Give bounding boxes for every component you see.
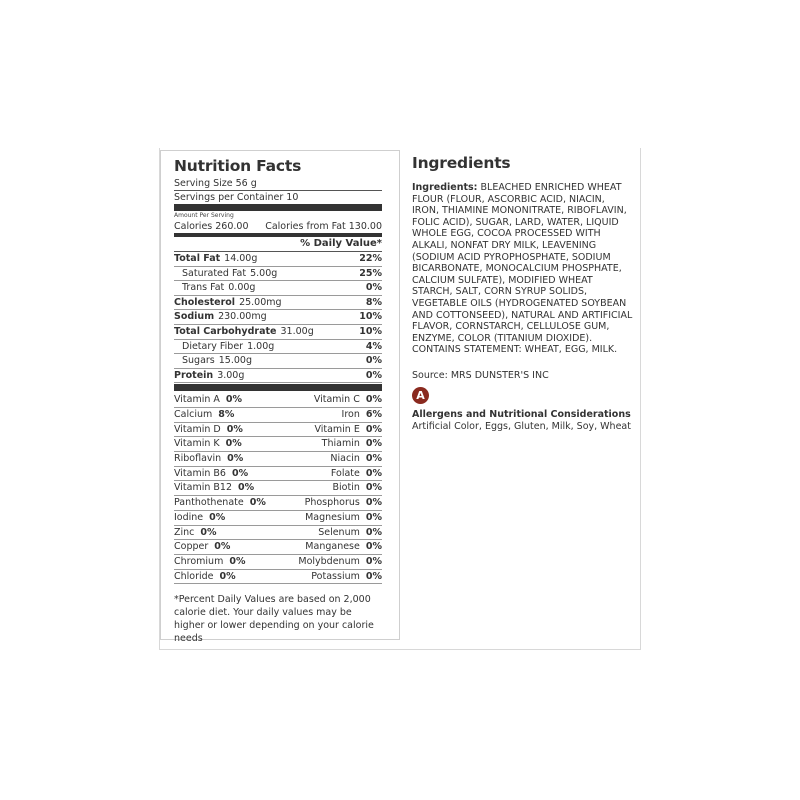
nutrient-daily-value: 0% bbox=[365, 282, 382, 294]
nutrient-row bbox=[174, 340, 382, 355]
ingredients-list: BLEACHED ENRICHED WHEAT FLOUR (FLOUR, ASCORBIC ACID, NIACIN, IRON, THIAMINE MONONITRATE, RIBOFLAVIN, FOLIC ACID), SUGAR, LARD, WATER, LIQUID WHOLE EGG, COCOA PROCESSED WITH ALKALI, NONFAT DRY MILK, LEAVENING (SODIUM ACID PYROPHOSPHATE, SODIUM BICARBONATE, MONOCALCIUM PHOSPHATE, CALCIUM SULFATE), MODIFIED WHEAT STARCH, SALT, CORN SYRUP SOLIDS, VEGETABLE OILS (HYDROGENATED SOYBEAN AND COTTONSEED), NATURAL AND ARTIFICIAL FLAVOR, CORNSTARCH, CELLULOSE GUM, ENZYME, COLOR (TITANIUM DIOXIDE). CONTAINS STATEMENT: WHEAT, EGG, MILK. bbox=[412, 182, 633, 356]
vitamin-row bbox=[174, 393, 382, 408]
ingredients-section bbox=[412, 152, 634, 433]
vitamin-right bbox=[305, 511, 382, 525]
vitamin-name: Magnesium bbox=[305, 511, 360, 523]
vitamin-percent: 0% bbox=[365, 497, 382, 509]
vitamin-percent: 0% bbox=[365, 570, 382, 582]
vitamin-percent: 0% bbox=[229, 555, 246, 567]
nutrient-daily-value: 4% bbox=[365, 340, 382, 352]
nutrient-amount: 15.00g bbox=[218, 355, 252, 367]
vitamin-name: Folate bbox=[330, 467, 360, 479]
vitamin-row bbox=[174, 467, 382, 482]
vitamin-name: Vitamin C bbox=[313, 394, 360, 406]
ingredients-text bbox=[412, 182, 634, 356]
vitamin-name: Vitamin B12 bbox=[174, 482, 233, 494]
ingredients-label: Ingredients: bbox=[412, 182, 478, 193]
vitamin-list bbox=[174, 393, 382, 584]
nutrient-daily-value: 10% bbox=[359, 311, 382, 323]
vitamin-name: Niacin bbox=[330, 453, 360, 465]
vitamin-percent: 6% bbox=[365, 409, 382, 421]
nutrient-amount: 25.00mg bbox=[239, 296, 282, 308]
vitamin-name: Biotin bbox=[332, 482, 360, 494]
nutrient-label: Cholesterol bbox=[174, 296, 236, 308]
vitamin-row bbox=[174, 481, 382, 496]
vitamin-right bbox=[330, 452, 382, 466]
calories-from-fat: Calories from Fat 130.00 bbox=[265, 221, 382, 232]
nutrient-daily-value: 0% bbox=[365, 355, 382, 367]
vitamin-left bbox=[174, 555, 245, 569]
vitamin-left bbox=[174, 423, 243, 437]
ingredients-title: Ingredients bbox=[412, 154, 511, 172]
vitamin-right bbox=[298, 555, 382, 569]
vitamin-row bbox=[174, 555, 382, 570]
vitamin-name: Vitamin B6 bbox=[174, 467, 226, 479]
nutrient-row bbox=[174, 369, 382, 384]
vitamin-percent: 0% bbox=[209, 511, 226, 523]
daily-value-footnote: *Percent Daily Values are based on 2,000 calorie diet. Your daily values may be higher or lower depending on your calorie needs bbox=[174, 594, 374, 644]
vitamin-percent: 0% bbox=[227, 453, 244, 465]
vitamin-percent: 0% bbox=[200, 526, 217, 538]
nutrient-daily-value: 10% bbox=[359, 325, 382, 337]
vitamin-percent: 0% bbox=[225, 394, 243, 406]
vitamin-row bbox=[174, 408, 382, 423]
vitamin-row bbox=[174, 540, 382, 555]
serving-size: Serving Size 56 g bbox=[174, 177, 382, 191]
nutrition-facts-label bbox=[160, 150, 400, 644]
servings-per-container: Servings per Container 10 bbox=[174, 192, 299, 203]
vitamin-percent: 0% bbox=[365, 453, 382, 465]
vitamin-percent: 0% bbox=[249, 497, 266, 509]
nutrient-row bbox=[174, 296, 382, 311]
nutrient-amount: 230.00mg bbox=[218, 311, 267, 323]
vitamin-right bbox=[311, 570, 382, 584]
vitamin-name: Zinc bbox=[174, 526, 195, 538]
vitamin-percent: 0% bbox=[231, 467, 249, 479]
vitamin-name: Selenum bbox=[318, 526, 360, 538]
vitamin-right bbox=[342, 408, 382, 422]
nutrient-row bbox=[174, 325, 382, 340]
vitamin-left bbox=[174, 496, 266, 510]
nutrient-list bbox=[174, 252, 382, 383]
vitamin-percent: 0% bbox=[365, 394, 382, 406]
vitamin-name: Riboflavin bbox=[174, 453, 222, 465]
nutrient-daily-value: 22% bbox=[359, 253, 382, 264]
nutrition-facts-title: Nutrition Facts bbox=[174, 157, 302, 175]
vitamin-name: Molybdenum bbox=[298, 555, 360, 567]
nutrient-amount: 1.00g bbox=[247, 340, 275, 352]
vitamin-row bbox=[174, 526, 382, 541]
nutrient-daily-value: 8% bbox=[365, 296, 382, 308]
vitamin-right bbox=[322, 437, 382, 451]
vitamin-right bbox=[318, 526, 382, 540]
nutrient-row bbox=[174, 281, 382, 296]
vitamin-percent: 0% bbox=[365, 423, 382, 435]
vitamin-name: Iron bbox=[341, 409, 360, 421]
vitamin-right bbox=[314, 393, 382, 407]
vitamin-percent: 0% bbox=[214, 541, 231, 553]
vitamin-percent: 0% bbox=[365, 541, 382, 553]
vitamin-row bbox=[174, 437, 382, 452]
vitamin-left bbox=[174, 393, 242, 407]
vitamin-name: Iodine bbox=[174, 511, 204, 523]
nutrient-amount: 3.00g bbox=[217, 369, 245, 381]
vitamin-percent: 0% bbox=[226, 423, 243, 435]
vitamin-right bbox=[333, 481, 383, 495]
calories-row bbox=[174, 220, 382, 233]
vitamin-percent: 0% bbox=[238, 482, 255, 494]
vitamin-left bbox=[174, 452, 243, 466]
amount-per-serving: Amount Per Serving bbox=[174, 212, 234, 219]
vitamin-left bbox=[174, 408, 234, 422]
vitamin-name: Chloride bbox=[174, 570, 214, 582]
vitamin-left bbox=[174, 526, 217, 540]
vitamin-row bbox=[174, 423, 382, 438]
allergens-title: Allergens and Nutritional Considerations bbox=[412, 408, 631, 420]
nutrient-amount: 5.00g bbox=[250, 267, 278, 279]
vitamin-left bbox=[174, 467, 248, 481]
vitamin-right bbox=[305, 540, 382, 554]
vitamin-percent: 0% bbox=[225, 438, 242, 450]
nutrient-amount: 14.00g bbox=[224, 253, 258, 264]
allergens-text: Artificial Color, Eggs, Gluten, Milk, Soy, Wheat bbox=[412, 420, 631, 432]
vitamin-row bbox=[174, 570, 382, 585]
allergen-badge-icon: A bbox=[412, 387, 429, 404]
vitamin-percent: 0% bbox=[219, 570, 236, 582]
nutrient-amount: 0.00g bbox=[228, 282, 256, 294]
vitamin-name: Manganese bbox=[305, 541, 360, 553]
vitamin-row bbox=[174, 496, 382, 511]
vitamin-name: Vitamin A bbox=[174, 394, 220, 406]
calories: Calories 260.00 bbox=[174, 221, 249, 232]
vitamin-right bbox=[331, 467, 382, 481]
nutrient-row bbox=[174, 267, 382, 282]
vitamin-name: Chromium bbox=[174, 555, 224, 567]
vitamin-percent: 0% bbox=[365, 467, 382, 479]
nutrient-daily-value: 25% bbox=[359, 267, 382, 279]
vitamin-right bbox=[305, 496, 382, 510]
nutrient-row bbox=[174, 252, 382, 267]
nutrient-amount: 31.00g bbox=[280, 325, 314, 337]
divider-thick bbox=[174, 384, 382, 391]
vitamin-name: Thiamin bbox=[321, 438, 360, 450]
vitamin-name: Vitamin D bbox=[174, 423, 221, 435]
nutrient-label: Total Fat bbox=[174, 253, 221, 264]
vitamin-name: Potassium bbox=[311, 570, 360, 582]
vitamin-name: Vitamin K bbox=[174, 438, 220, 450]
vitamin-left bbox=[174, 511, 225, 525]
vitamin-percent: 0% bbox=[365, 438, 382, 450]
nutrient-label: Total Carbohydrate bbox=[174, 325, 277, 337]
nutrient-label: Sodium bbox=[174, 311, 215, 323]
vitamin-percent: 0% bbox=[365, 511, 382, 523]
vitamin-percent: 0% bbox=[365, 555, 382, 567]
vitamin-name: Panthothenate bbox=[174, 497, 244, 509]
nutrient-row bbox=[174, 310, 382, 325]
vitamin-name: Vitamin E bbox=[314, 423, 360, 435]
vitamin-percent: 8% bbox=[218, 409, 235, 421]
nutrient-label: Dietary Fiber bbox=[182, 340, 244, 352]
nutrient-daily-value: 0% bbox=[365, 369, 382, 381]
divider-thick bbox=[174, 204, 382, 211]
nutrient-label: Protein bbox=[174, 369, 214, 381]
vitamin-row bbox=[174, 452, 382, 467]
vitamin-left bbox=[174, 570, 236, 584]
nutrient-label: Sugars bbox=[182, 355, 215, 367]
vitamin-name: Phosphorus bbox=[304, 497, 360, 509]
vitamin-row bbox=[174, 511, 382, 526]
nutrient-row bbox=[174, 354, 382, 369]
vitamin-left bbox=[174, 540, 230, 554]
vitamin-right bbox=[314, 423, 382, 437]
vitamin-name: Copper bbox=[174, 541, 209, 553]
daily-value-header: % Daily Value* bbox=[174, 237, 382, 252]
vitamin-name: Calcium bbox=[174, 409, 213, 421]
nutrient-label: Trans Fat bbox=[182, 282, 225, 294]
vitamin-percent: 0% bbox=[365, 482, 382, 494]
nutrient-label: Saturated Fat bbox=[182, 267, 247, 279]
source: Source: MRS DUNSTER'S INC bbox=[412, 369, 549, 381]
vitamin-left bbox=[174, 437, 242, 451]
vitamin-left bbox=[174, 481, 254, 495]
vitamin-percent: 0% bbox=[365, 526, 382, 538]
